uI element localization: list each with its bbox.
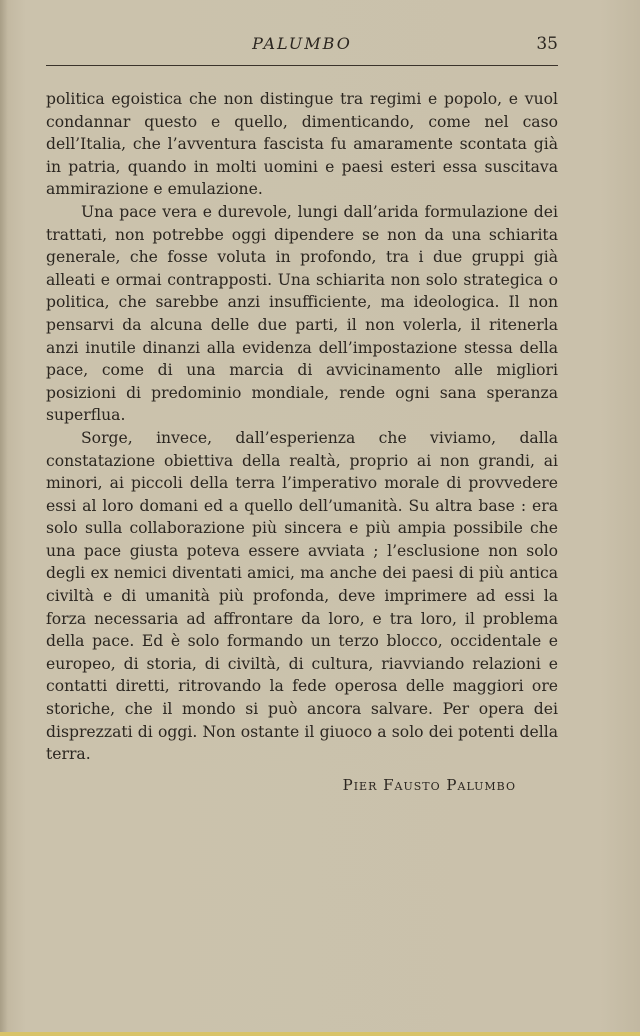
page-number: 35	[536, 34, 558, 54]
paragraph-1: politica egoistica che non distingue tra regimi e popolo, e vuol condannar questo e quello, dimenticando, come nel caso dell’Italia, che l’avventura fascista fu amaramente scontata già in patria, quando in molti uomini e paesi esteri essa suscitava ammirazione e emulazione.	[46, 90, 558, 199]
running-title: PALUMBO	[252, 34, 352, 53]
paragraph-3: Sorge, invece, dall’esperienza che viviamo, dalla constatazione obiettiva della realtà, proprio ai non grandi, ai minori, ai piccoli della terra l’imperativo morale di provvedere essi al loro domani ed a quello dell’umanità. Su altra base : era solo sulla collaborazione più sincera e più ampia possibile che una pace giusta poteva essere avviata ; l’esclusione non solo degli ex nemici diventati amici, ma anche dei paesi di più antica civiltà e di umanità più profonda, deve imprimere ad essi la forza necessaria ad affrontare da loro, e tra loro, il problema della pace. Ed è solo formando un terzo blocco, occidentale e europeo, di storia, di civiltà, di cultura, riavviando relazioni e contatti diretti, ritrovando la fede operosa delle maggiori ore storiche, che il mondo si può ancora salvare. Per opera dei disprezzati di oggi. Non ostante il giuoco a solo dei potenti della terra.	[46, 428, 558, 764]
paragraph-2: Una pace vera e durevole, lungi dall’arida formulazione dei trattati, non potrebbe oggi dipendere se non da una schiarita generale, che fosse voluta in profondo, tra i due gruppi già alleati e ormai contrapposti. Una schiarita non solo strategica o politica, che sarebbe anzi insufficiente, ma ideologica. Il non pensarvi da alcuna delle due parti, il non volerla, il ritenerla anzi inutile dinanzi alla evidenza dell’impostazione stessa della pace, come di una marcia di avvicinamento alle migliori posizioni di predominio mondiale, rende ogni sana speranza superflua.	[46, 202, 558, 425]
author-signature: Pier Fausto Palumbo	[342, 776, 516, 794]
page-bottom-edge	[0, 1032, 640, 1036]
body-text	[46, 88, 558, 766]
page-header	[46, 33, 558, 57]
header-rule	[46, 65, 558, 66]
